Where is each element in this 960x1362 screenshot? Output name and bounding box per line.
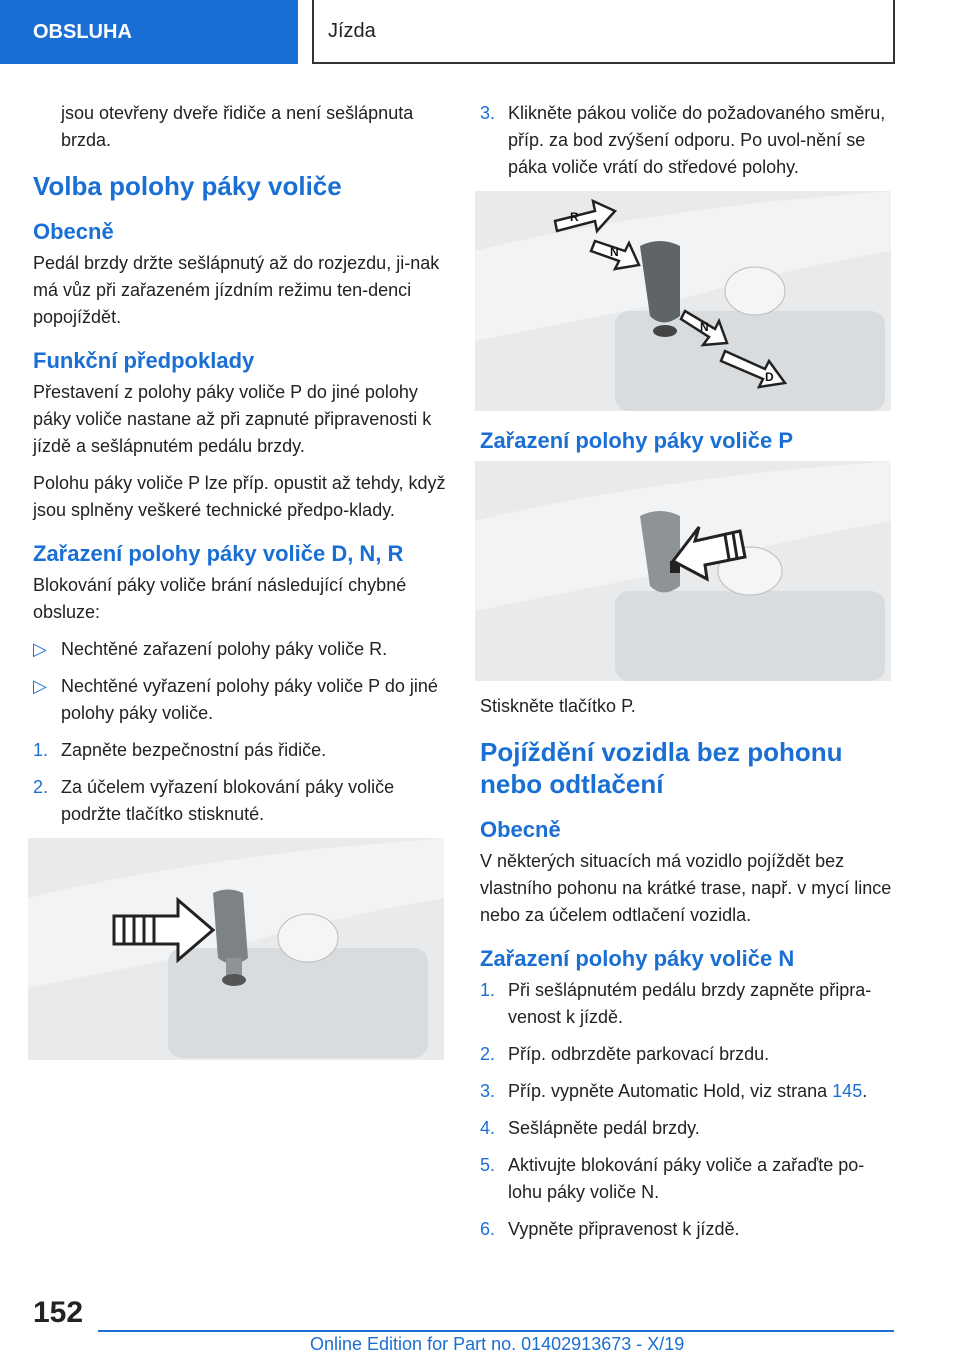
gear-p-button-illustration [475,461,891,681]
step-text: Sešlápněte pedál brzdy. [508,1118,700,1138]
step-text: Příp. vypněte Automatic Hold, viz strana [508,1081,828,1101]
list-item [33,774,449,828]
label-r: R [570,210,579,224]
list-item [480,1078,896,1105]
step-number: 2. [33,777,49,797]
list-item [480,977,896,1031]
bullet-icon: ▷ [33,639,47,659]
heading-prereq: Funkční předpoklady [33,348,255,373]
left-column [33,100,449,1072]
list-item [33,636,449,663]
chapter-title: Jízda [312,0,895,64]
list-item [480,1152,896,1206]
step-text-wrap [508,1078,867,1105]
right-column [480,100,896,1253]
label-n-top: N [610,245,619,259]
page-link[interactable]: 145 [832,1081,863,1101]
list-item [480,1041,896,1068]
label-n-bottom: N [700,320,709,334]
heading-n: Zařazení polohy páky voliče N [480,946,795,971]
step-text: Zapněte bezpečnostní pás řidiče. [61,740,327,760]
list-item [480,100,896,181]
step-number: 5. [480,1155,496,1175]
bullet-text: Nechtěné zařazení polohy páky voliče R. [61,639,388,659]
step-text-end: . [862,1081,868,1101]
label-d: D [765,370,774,384]
step-text: Příp. odbrzděte parkovací brzdu. [508,1044,770,1064]
prereq-text-2: Polohu páky voliče P lze příp. opustit až tehdy, když jsou splněny veškeré technické předpo-klady. [33,473,446,520]
prereq-text-1: Přestavení z polohy páky voliče P do jiné polohy páky voliče nastane až při zapnuté připravenosti k jízdě a sešlápnutém pedálu brzdy. [33,382,432,456]
step-number: 2. [480,1044,496,1064]
list-item [33,737,449,764]
step-text: Při sešlápnutém pedálu brzdy zapněte připra-venost k jízdě. [508,980,872,1027]
gear-lever-unlock-illustration [28,838,444,1060]
list-item [480,1115,896,1142]
bullet-icon: ▷ [33,676,47,696]
footer-edition: Online Edition for Part no. 01402913673 - X/19 [310,1334,685,1354]
heading-selector: Volba polohy páky voliče [33,171,342,201]
heading-dnr: Zařazení polohy páky voliče D, N, R [33,541,404,566]
gear-positions-illustration [475,191,891,411]
heading-general-right: Obecně [480,817,561,842]
bullet-text: Nechtěné vyřazení polohy páky voliče P do jiné polohy páky voliče. [61,676,438,723]
general-text: Pedál brzdy držte sešlápnutý až do rozjezdu, ji-nak má vůz při zařazeném jízdním režimu ten-denci popojíždět. [33,253,440,327]
step-number: 3. [480,103,496,123]
p-text: Stiskněte tlačítko P. [480,696,636,716]
step-number: 1. [33,740,49,760]
step-number: 6. [480,1219,496,1239]
heading-towing: Pojíždění vozidla bez pohonu nebo odtlačení [480,737,843,799]
step-number: 4. [480,1118,496,1138]
heading-p: Zařazení polohy páky voliče P [480,428,793,453]
dnr-text: Blokování páky voliče brání následující chybné obsluze: [33,575,407,622]
heading-general: Obecně [33,219,114,244]
step-text: Za účelem vyřazení blokování páky voliče podržte tlačítko stisknuté. [61,777,395,824]
page-number: 152 [33,1296,84,1329]
step-text: Klikněte pákou voliče do požadovaného směru, příp. za bod zvýšení odporu. Po uvol-nění se páka voliče vrátí do středové polohy. [508,103,886,177]
section-tab: OBSLUHA [0,0,298,64]
step-number: 1. [480,980,496,1000]
intro-text: jsou otevřeny dveře řidiče a není sešlápnuta brzda. [61,103,414,150]
list-item [33,673,449,727]
footer-divider [98,1330,894,1332]
step-text: Aktivujte blokování páky voliče a zařaďte po-lohu páky voliče N. [508,1155,865,1202]
list-item [480,1216,896,1243]
step-number: 3. [480,1081,496,1101]
general-text-right: V některých situacích má vozidlo pojíždět bez vlastního pohonu na krátké trase, např. v mycí lince nebo za účelem odtlačení vozidla. [480,851,892,925]
step-text: Vypněte připravenost k jízdě. [508,1219,740,1239]
